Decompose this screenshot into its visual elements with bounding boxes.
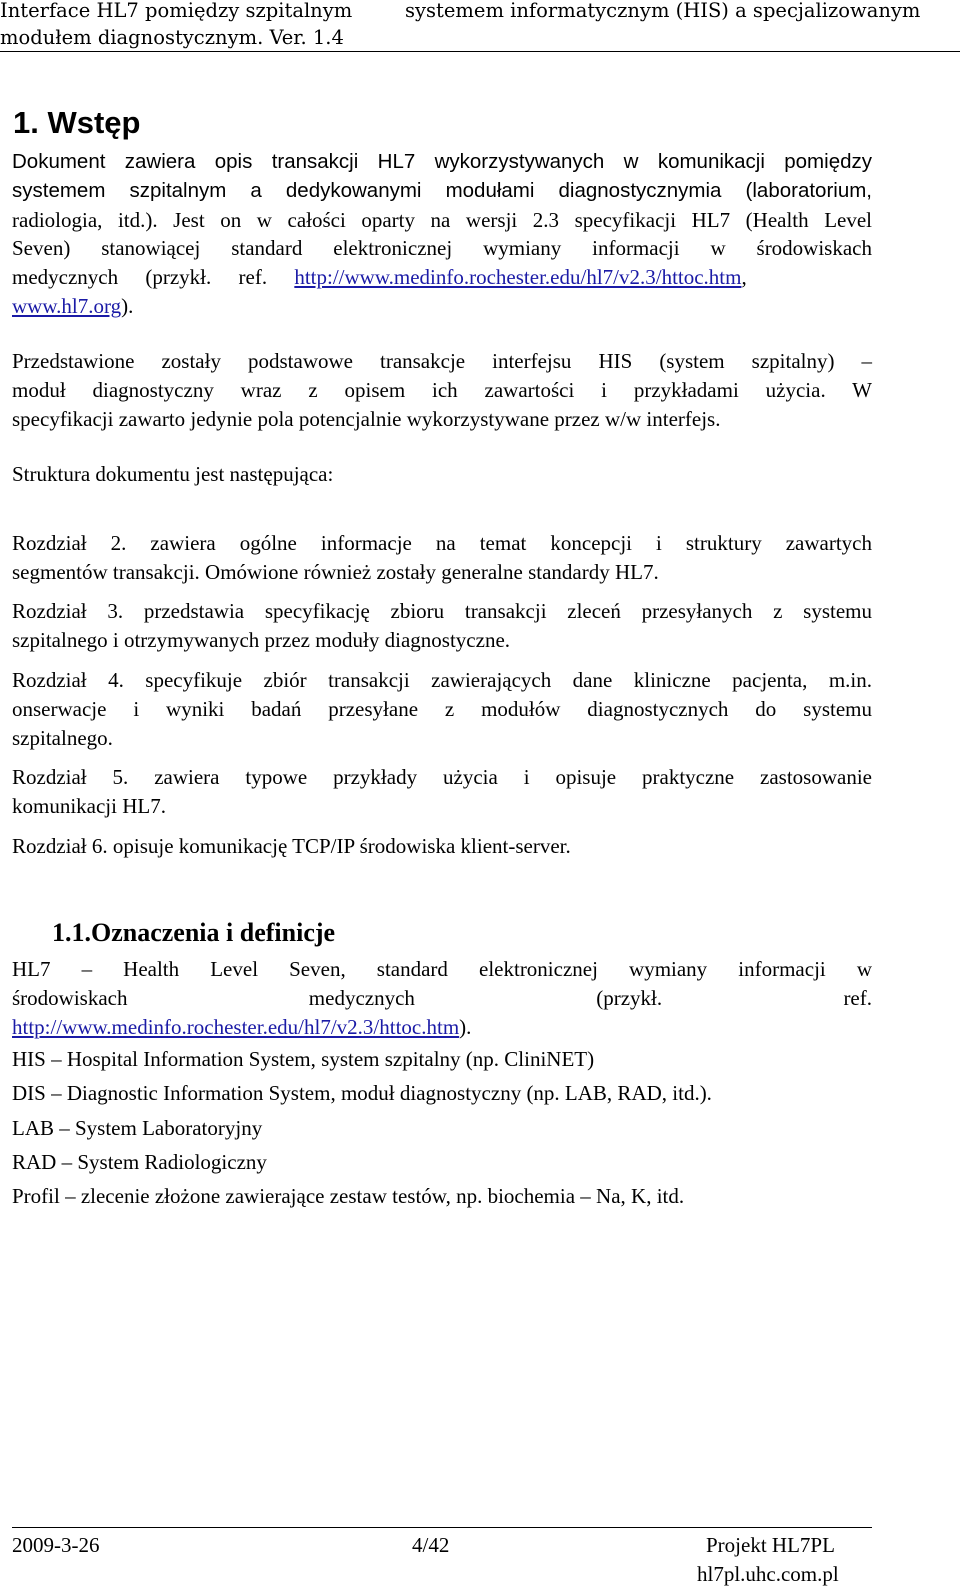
footer-site: hl7pl.uhc.com.pl [697,1562,839,1586]
paragraph-line: moduł diagnostyczny wraz z opisem ich zawartości i przykładami użycia. W [12,377,872,402]
chapter-item [12,597,872,655]
header-title-left: Interface HL7 pomiędzy szpitalnym [0,0,353,22]
chapter-item [12,832,872,861]
subsection-heading [52,913,335,953]
footer-page-number: 4/42 [412,1533,450,1557]
definition-line: Profil – zlecenie złożone zawierające zestaw testów, np. biochemia – Na, K, itd. [12,1184,685,1208]
intro-line-links [12,263,872,292]
intro-line: Dokument zawiera opis transakcji HL7 wykorzystywanych w komunikacji pomiędzy [12,150,872,173]
intro-paragraph [12,148,872,321]
hl7-definition [12,955,872,1041]
chapter-line: szpitalnego i otrzymywanych przez moduły diagnostyczne. [12,627,511,652]
chapter-line: Rozdział 4. specyfikuje zbiór transakcji zawierających dane kliniczne pacjenta, m.in. [12,668,872,692]
definition-line: RAD – System Radiologiczny [12,1150,267,1174]
definition-line: LAB – System Laboratoryjny [12,1116,263,1140]
subsection-number: 1.1. [52,918,91,947]
section-heading: 1. Wstęp [13,105,141,140]
footer-project: Projekt HL7PL [706,1533,835,1557]
structure-heading [12,460,872,489]
paragraph-line: specyfikacji zawarto jedynie pola potencjalnie wykorzystywane przez w/w interfejs. [12,406,721,431]
chapter-line: Rozdział 2. zawiera ogólne informacje na temat koncepcji i struktury zawartych [12,531,872,555]
footer-divider [12,1527,872,1528]
header-title-right: systemem informatycznym (HIS) a specjalizowanym [405,0,921,22]
intro-line: Seven) stanowiącej standard elektronicznej wymiany informacji w środowiskach [12,236,872,261]
chapter-line: segmentów transakcji. Omówione również zostały generalne standardy HL7. [12,559,659,584]
link-separator: , [741,265,747,290]
footer-date: 2009-3-26 [12,1533,100,1557]
link-suffix: ). [121,293,134,318]
chapter-item [12,666,872,752]
intro-ref-prefix: medycznych (przykł. ref. [12,265,268,290]
chapter-line: Rozdział 6. opisuje komunikację TCP/IP środowiska klient-server. [12,834,571,858]
structure-heading-text: Struktura dokumentu jest następująca: [12,462,334,486]
paragraph-line: Przedstawione zostały podstawowe transakcje interfejsu HIS (system szpitalny) – [12,349,872,373]
page-header [0,0,960,52]
definition-item [12,1079,872,1108]
chapter-line: onserwacje i wyniki badań przesyłane z modułów diagnostycznych do systemu [12,696,872,721]
chapter-line: Rozdział 3. przedstawia specyfikację zbioru transakcji zleceń przesyłanych z systemu [12,599,872,623]
definition-item [12,1045,872,1074]
definition-line: DIS – Diagnostic Information System, moduł diagnostyczny (np. LAB, RAD, itd.). [12,1081,712,1105]
interface-paragraph [12,347,872,433]
chapter-item [12,529,872,587]
intro-line: radiologia, itd.). Jest on w całości oparty na wersji 2.3 specyfikacji HL7 (Health Level [12,207,872,232]
header-subtitle: modułem diagnostycznym. Ver. 1.4 [0,26,344,49]
chapter-item [12,763,872,821]
medinfo-link[interactable]: http://www.medinfo.rochester.edu/hl7/v2.3/httoc.htm [12,1014,460,1039]
subsection-title: Oznaczenia i definicje [91,918,336,947]
intro-line: systemem szpitalnym a dedykowanymi modułami diagnostycznymia (laboratorium, [12,178,872,202]
definition-line: środowiskach medycznych (przykł. ref. [12,985,872,1010]
definition-item [12,1182,872,1211]
chapter-line: szpitalnego. [12,725,113,750]
definition-link-line [12,1013,872,1042]
intro-line-links-2 [12,292,872,321]
link-suffix: ). [459,1014,472,1039]
chapter-line: Rozdział 5. zawiera typowe przykłady użycia i opisuje praktyczne zastosowanie [12,765,872,789]
medinfo-link[interactable]: http://www.medinfo.rochester.edu/hl7/v2.3/httoc.htm [294,265,742,290]
definition-item [12,1114,872,1143]
definition-line: HL7 – Health Level Seven, standard elektronicznej wymiany informacji w [12,957,872,981]
definition-line: HIS – Hospital Information System, system szpitalny (np. CliniNET) [12,1047,595,1071]
hl7-org-link[interactable]: www.hl7.org [12,293,122,318]
definition-item [12,1148,872,1177]
chapter-line: komunikacji HL7. [12,793,166,818]
